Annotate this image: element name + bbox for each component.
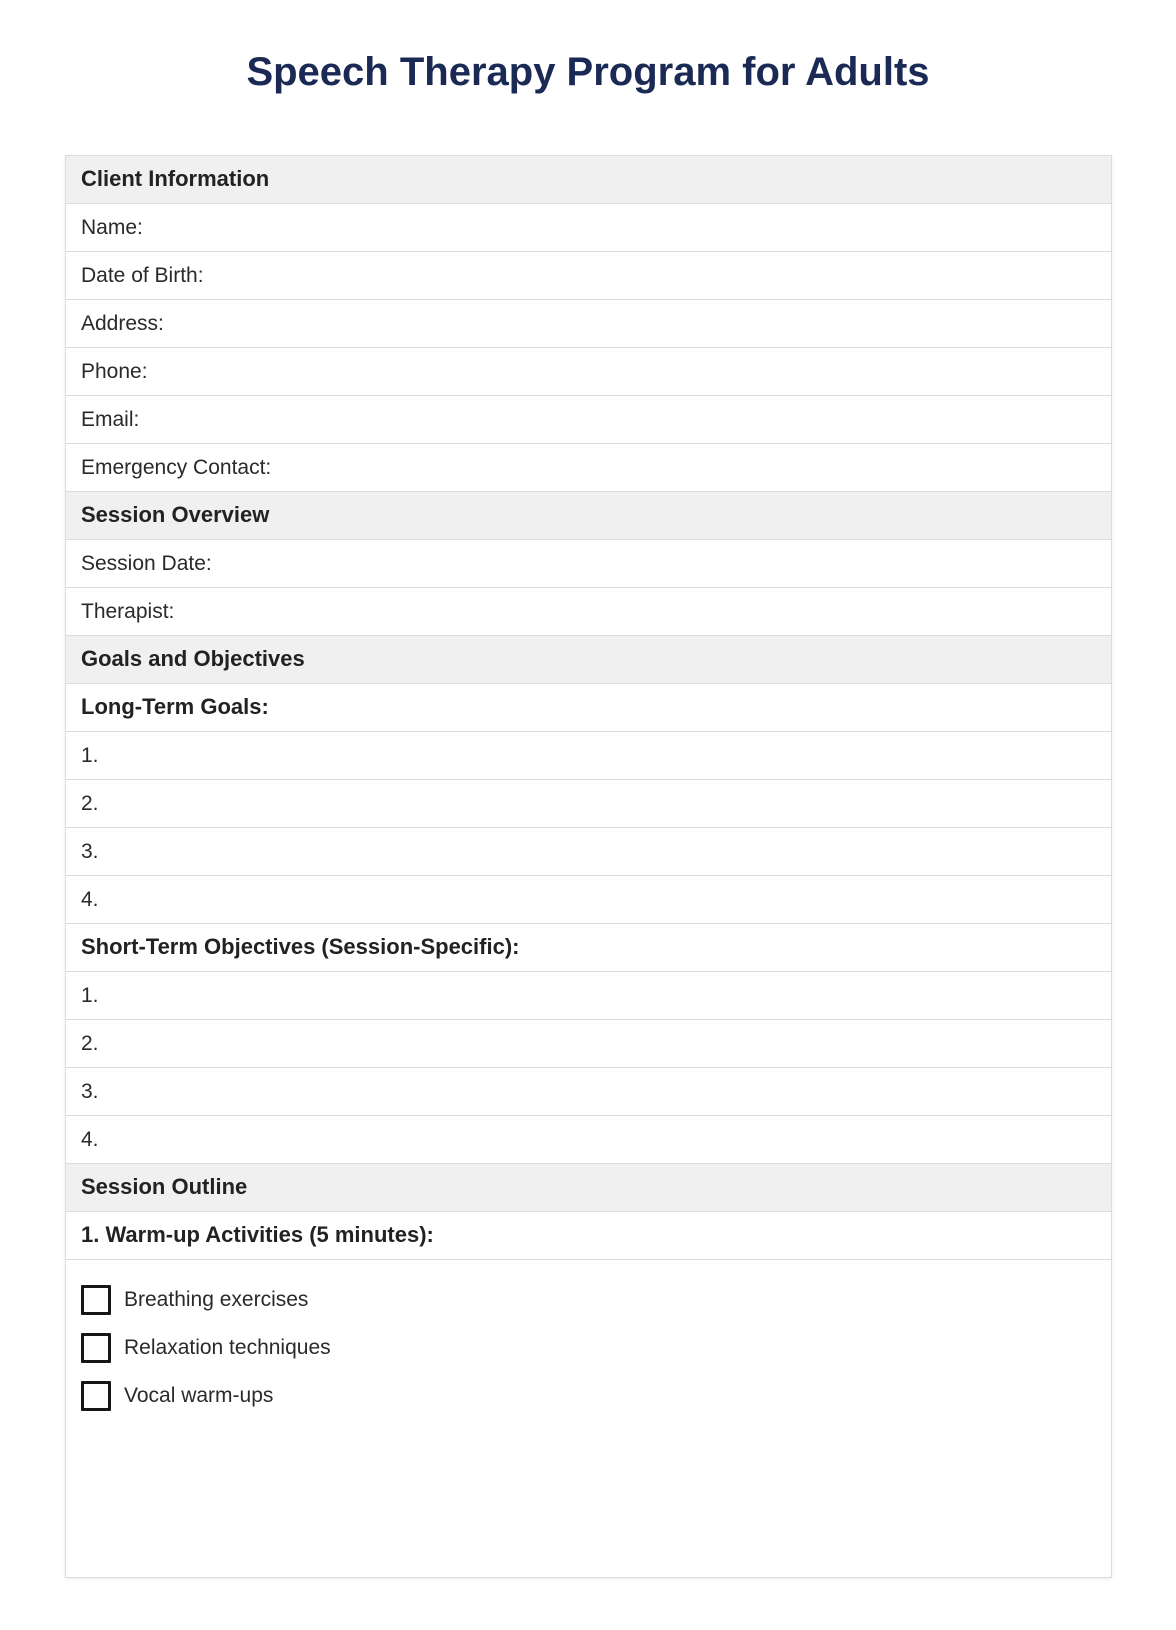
subheading-row <box>66 684 1111 732</box>
checkbox-icon[interactable] <box>81 1381 111 1411</box>
section-header-row <box>66 636 1111 684</box>
field-row <box>66 1068 1111 1116</box>
row-label: Short-Term Objectives (Session-Specific): <box>81 934 520 960</box>
field-row <box>66 732 1111 780</box>
checkbox-label: Breathing exercises <box>124 1288 309 1312</box>
row-label: 1. Warm-up Activities (5 minutes): <box>81 1222 434 1248</box>
field-row <box>66 252 1111 300</box>
row-label: 3. <box>81 1079 99 1103</box>
row-label: Therapist: <box>81 599 175 623</box>
field-row <box>66 396 1111 444</box>
row-label: Phone: <box>81 359 148 383</box>
checkbox-label: Vocal warm-ups <box>124 1384 274 1408</box>
row-label: Session Overview <box>81 502 270 528</box>
row-label: Long-Term Goals: <box>81 694 269 720</box>
form-table <box>65 155 1112 1578</box>
row-label: Emergency Contact: <box>81 455 272 479</box>
field-row <box>66 972 1111 1020</box>
field-row <box>66 348 1111 396</box>
checkbox-icon[interactable] <box>81 1285 111 1315</box>
field-row <box>66 876 1111 924</box>
checkbox-label: Relaxation techniques <box>124 1336 331 1360</box>
field-row <box>66 204 1111 252</box>
row-label: Date of Birth: <box>81 263 204 287</box>
section-header-row <box>66 1164 1111 1212</box>
subheading-row <box>66 924 1111 972</box>
row-label: 1. <box>81 743 99 767</box>
checkbox-icon[interactable] <box>81 1333 111 1363</box>
section-header-row <box>66 492 1111 540</box>
field-row <box>66 540 1111 588</box>
row-label: 2. <box>81 791 99 815</box>
subheading-row <box>66 1212 1111 1260</box>
section-header-row <box>66 156 1111 204</box>
field-row <box>66 588 1111 636</box>
checklist-cell <box>66 1260 1111 1577</box>
page-title: Speech Therapy Program for Adults <box>246 50 930 94</box>
row-label: Name: <box>81 215 143 239</box>
checkbox-item[interactable] <box>81 1285 1096 1315</box>
row-label: Session Outline <box>81 1174 248 1200</box>
field-row <box>66 780 1111 828</box>
field-row <box>66 828 1111 876</box>
checkbox-item[interactable] <box>81 1333 1096 1363</box>
checkbox-item[interactable] <box>81 1381 1096 1411</box>
row-label: Session Date: <box>81 551 212 575</box>
field-row <box>66 1116 1111 1164</box>
field-row <box>66 300 1111 348</box>
row-label: Email: <box>81 407 140 431</box>
row-label: Address: <box>81 311 164 335</box>
row-label: 4. <box>81 1127 99 1151</box>
row-label: Client Information <box>81 166 270 192</box>
field-row <box>66 1020 1111 1068</box>
field-row <box>66 444 1111 492</box>
row-label: Goals and Objectives <box>81 646 305 672</box>
row-label: 1. <box>81 983 99 1007</box>
row-label: 3. <box>81 839 99 863</box>
row-label: 4. <box>81 887 99 911</box>
row-label: 2. <box>81 1031 99 1055</box>
